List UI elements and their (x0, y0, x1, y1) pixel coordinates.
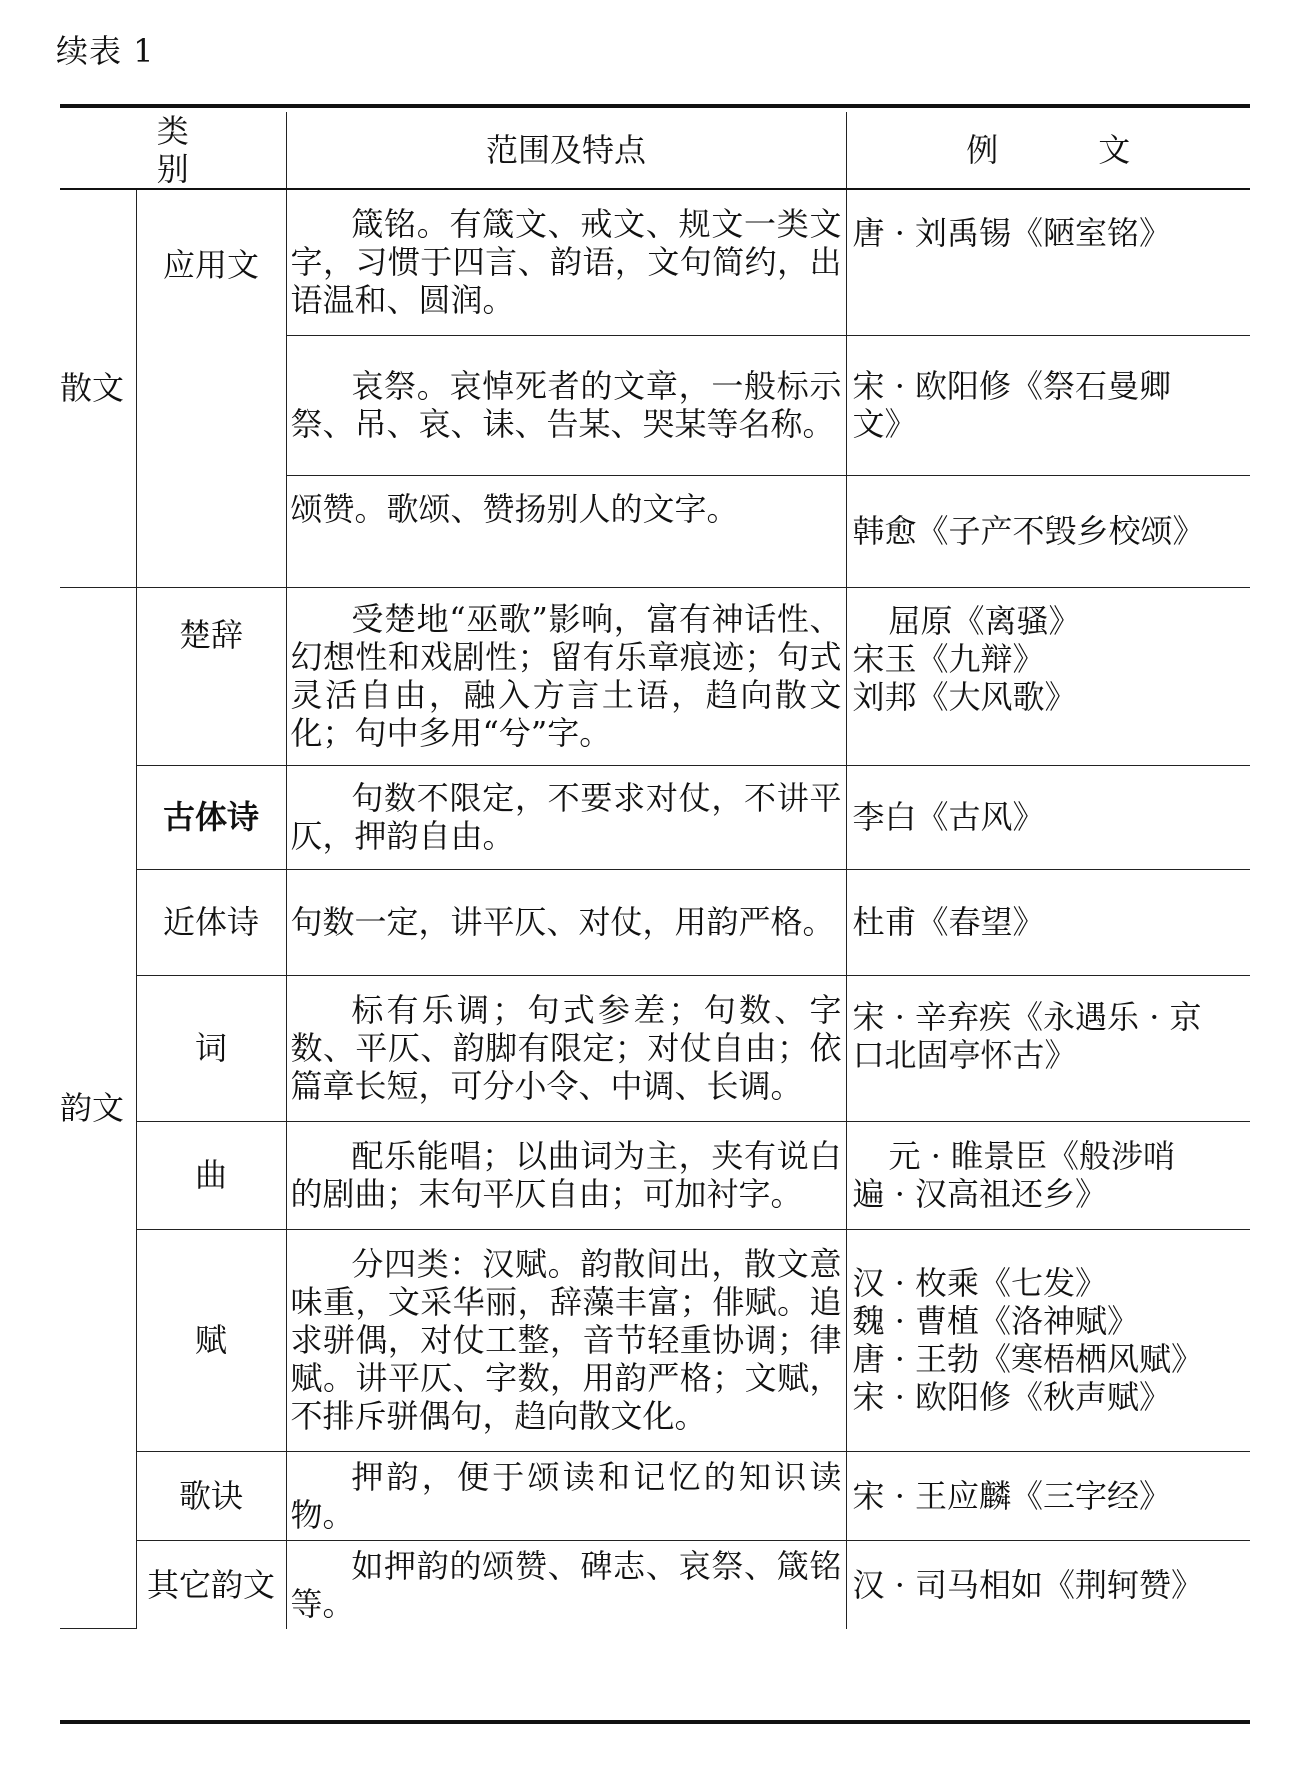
example-text: 魏 · 曹植《洛神赋》 (852, 1302, 1140, 1340)
desc-cell (286, 869, 846, 975)
example-text: 元 · 睢景臣《般涉哨 (888, 1137, 1176, 1175)
example-cell (846, 587, 1250, 765)
table-row (60, 765, 1250, 869)
example-cell (846, 975, 1250, 1121)
example-cell (846, 189, 1250, 335)
example-cell (846, 1121, 1250, 1229)
header-row (60, 112, 1250, 189)
example-text: 口北固亭怀古》 (852, 1035, 1077, 1074)
desc-text: 分四类：汉赋。韵散间出，散文意味重，文采华丽，辞藻丰富；俳赋。追求骈偶，对仗工整，音节轻重协调；律赋。讲平仄、字数，用韵严格；文赋，不排斥骈偶句，趋向散文化。 (290, 1245, 842, 1435)
table-row (60, 1451, 1250, 1540)
example-text: 李白《古风》 (852, 798, 1045, 836)
example-text: 宋 · 辛弃疾《永遇乐 · 京 (852, 997, 1202, 1036)
header-category: 类别 (60, 112, 286, 189)
subcategory-cell: 楚辞 (136, 587, 286, 765)
desc-cell (286, 587, 846, 765)
example-text: 文》 (852, 405, 917, 443)
example-text: 杜甫《春望》 (852, 903, 1045, 941)
genre-table (60, 112, 1250, 1629)
example-text: 宋 · 王应麟《三字经》 (852, 1476, 1172, 1515)
example-cell (846, 869, 1250, 975)
subcategory-cell: 曲 (136, 1121, 286, 1229)
desc-cell (286, 1451, 846, 1540)
desc-cell (286, 975, 846, 1121)
table-row (60, 1229, 1250, 1451)
desc-text: 颂赞。歌颂、赞扬别人的文字。 (290, 489, 739, 528)
desc-text: 配乐能唱；以曲词为主，夹有说白的剧曲；末句平仄自由；可加衬字。 (290, 1137, 842, 1213)
example-text: 宋 · 欧阳修《秋声赋》 (852, 1378, 1172, 1416)
desc-text: 哀祭。哀悼死者的文章，一般标示祭、吊、哀、诔、告某、哭某等名称。 (290, 367, 842, 443)
desc-cell (286, 335, 846, 475)
example-text: 遍 · 汉高祖还乡》 (852, 1175, 1108, 1213)
example-text: 刘邦《大风歌》 (852, 677, 1077, 716)
subcategory-cell: 古体诗 (136, 765, 286, 869)
example-cell (846, 765, 1250, 869)
desc-cell (286, 1229, 846, 1451)
desc-text: 受楚地“巫歌”影响，富有神话性、幻想性和戏剧性；留有乐章痕迹；句式灵活自由，融入方言土语，趋向散文化；句中多用“兮”字。 (290, 600, 842, 752)
desc-cell (286, 189, 846, 335)
table-row (60, 975, 1250, 1121)
desc-text: 标有乐调；句式参差；句数、字数、平仄、韵脚有限定；对仗自由；依篇章长短，可分小令、中调、长调。 (290, 991, 842, 1105)
table-caption: 续表 1 (56, 32, 155, 70)
table-row (60, 1540, 1250, 1629)
desc-cell (286, 1540, 846, 1629)
table-row (60, 587, 1250, 765)
header-scope: 范围及特点 (286, 112, 846, 189)
example-cell (846, 1451, 1250, 1540)
table-row (60, 189, 1250, 335)
desc-text: 如押韵的颂赞、碑志、哀祭、箴铭等。 (290, 1546, 842, 1623)
subcategory-cell: 赋 (136, 1229, 286, 1451)
table-row (60, 869, 1250, 975)
example-text: 韩愈《子产不毁乡校颂》 (852, 512, 1205, 550)
header-example: 例文 (846, 112, 1250, 189)
desc-cell (286, 475, 846, 587)
desc-text: 句数一定，讲平仄、对仗，用韵严格。 (290, 903, 835, 941)
example-cell (846, 335, 1250, 475)
subcategory-cell: 应用文 (136, 189, 286, 587)
example-cell (846, 1229, 1250, 1451)
desc-text: 押韵，便于颂读和记忆的知识读物。 (290, 1457, 842, 1534)
example-cell (846, 1540, 1250, 1629)
subcategory-cell: 词 (136, 975, 286, 1121)
example-text: 屈原《离骚》 (888, 601, 1081, 640)
subcategory-cell: 近体诗 (136, 869, 286, 975)
example-text: 汉 · 司马相如《荆轲赞》 (852, 1565, 1204, 1604)
example-text: 唐 · 刘禹锡《陋室铭》 (852, 214, 1172, 252)
example-text: 汉 · 枚乘《七发》 (852, 1264, 1108, 1302)
category-cell: 韵文 (60, 587, 136, 1629)
example-text: 宋玉《九辩》 (852, 639, 1045, 678)
example-text: 宋 · 欧阳修《祭石曼卿 (852, 367, 1172, 405)
table-row (60, 1121, 1250, 1229)
top-rule (60, 104, 1250, 108)
example-cell (846, 475, 1250, 587)
category-cell: 散文 (60, 189, 136, 587)
bottom-rule (60, 1720, 1250, 1724)
desc-text: 句数不限定，不要求对仗，不讲平仄，押韵自由。 (290, 779, 842, 855)
example-text: 唐 · 王勃《寒梧栖风赋》 (852, 1340, 1204, 1378)
desc-text: 箴铭。有箴文、戒文、规文一类文字，习惯于四言、韵语，文句简约，出语温和、圆润。 (290, 205, 842, 320)
desc-cell (286, 765, 846, 869)
subcategory-cell: 其它韵文 (136, 1540, 286, 1629)
subcategory-cell: 歌诀 (136, 1451, 286, 1540)
desc-cell (286, 1121, 846, 1229)
